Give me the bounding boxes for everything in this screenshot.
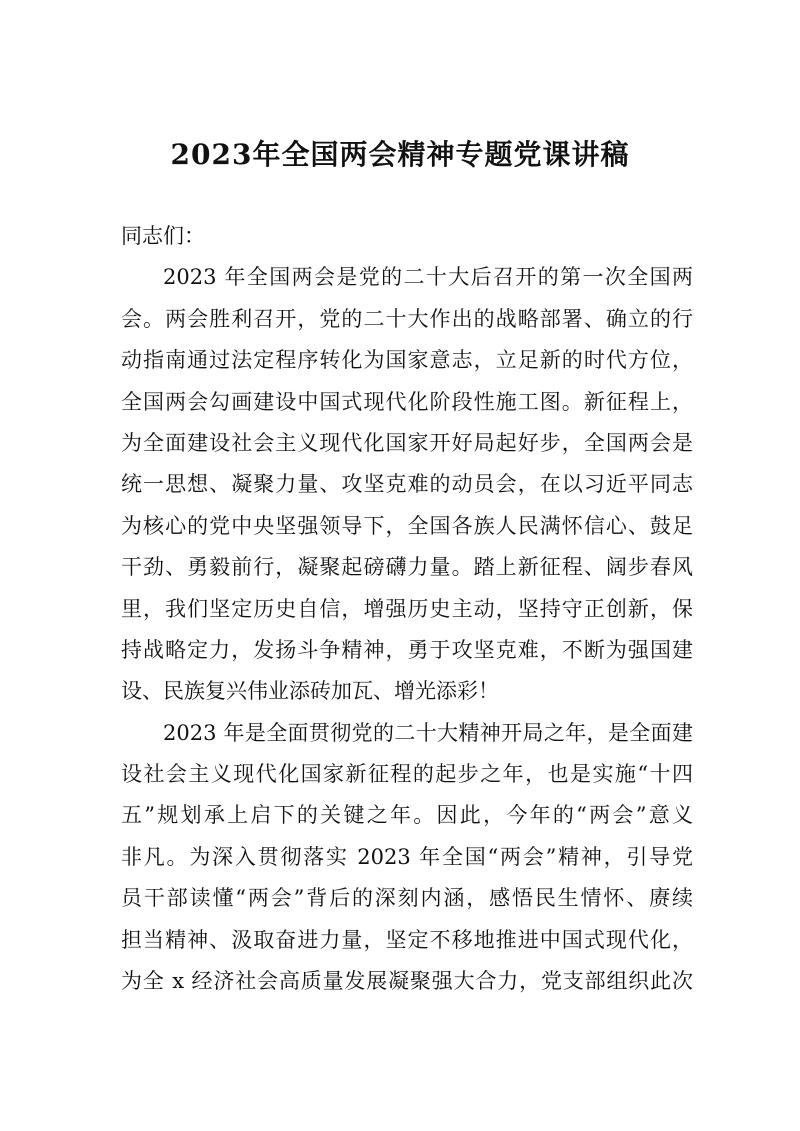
document-body: [121, 216, 693, 1002]
paragraph-line: 持战略定力，发扬斗争精神，勇于攻坚克难，不断为强国建: [121, 637, 693, 662]
paragraph-1: [121, 257, 693, 712]
paragraph-line: 为全面建设社会主义现代化国家开好局起好步，全国两会是: [121, 430, 693, 455]
paragraph-line: 统一思想、凝聚力量、攻坚克难的动员会，在以习近平同志: [121, 472, 693, 497]
paragraph-line: 全国两会勾画建设中国式现代化阶段性施工图。新征程上，: [121, 389, 693, 414]
paragraph-line: 设社会主义现代化国家新征程的起步之年，也是实施“十四: [121, 762, 693, 787]
salutation: 同志们：: [121, 224, 205, 248]
document-title: 2023年全国两会精神专题党课讲稿: [170, 138, 630, 171]
paragraph-line: 为全 x 经济社会高质量发展凝聚强大合力，党支部组织此次: [121, 969, 693, 994]
paragraph-line: 里，我们坚定历史自信，增强历史主动，坚持守正创新，保: [121, 596, 693, 621]
paragraph-line: 干劲、勇毅前行，凝聚起磅礴力量。踏上新征程、阔步春风: [121, 555, 693, 580]
paragraph-line: 设、民族复兴伟业添砖加瓦、增光添彩！: [121, 679, 499, 704]
paragraph-line: 担当精神、汲取奋进力量，坚定不移地推进中国式现代化，: [121, 927, 693, 952]
paragraph-line: 会。两会胜利召开，党的二十大作出的战略部署、确立的行: [121, 306, 693, 331]
paragraph-line: 动指南通过法定程序转化为国家意志，立足新的时代方位，: [121, 348, 693, 373]
paragraph-2: [121, 713, 693, 1003]
paragraph-line: 为核心的党中央坚强领导下，全国各族人民满怀信心、鼓足: [121, 513, 693, 538]
paragraph-line: 五”规划承上启下的关键之年。因此，今年的“两会”意义: [121, 803, 693, 828]
paragraph-line: 非凡。为深入贯彻落实 2023 年全国“两会”精神，引导党: [121, 844, 693, 869]
paragraph-line: 2023 年全国两会是党的二十大后召开的第一次全国两: [163, 265, 693, 290]
paragraph-line: 员干部读懂“两会”背后的深刻内涵，感悟民生情怀、赓续: [121, 886, 693, 911]
paragraph-line: 2023 年是全面贯彻党的二十大精神开局之年，是全面建: [163, 720, 693, 745]
